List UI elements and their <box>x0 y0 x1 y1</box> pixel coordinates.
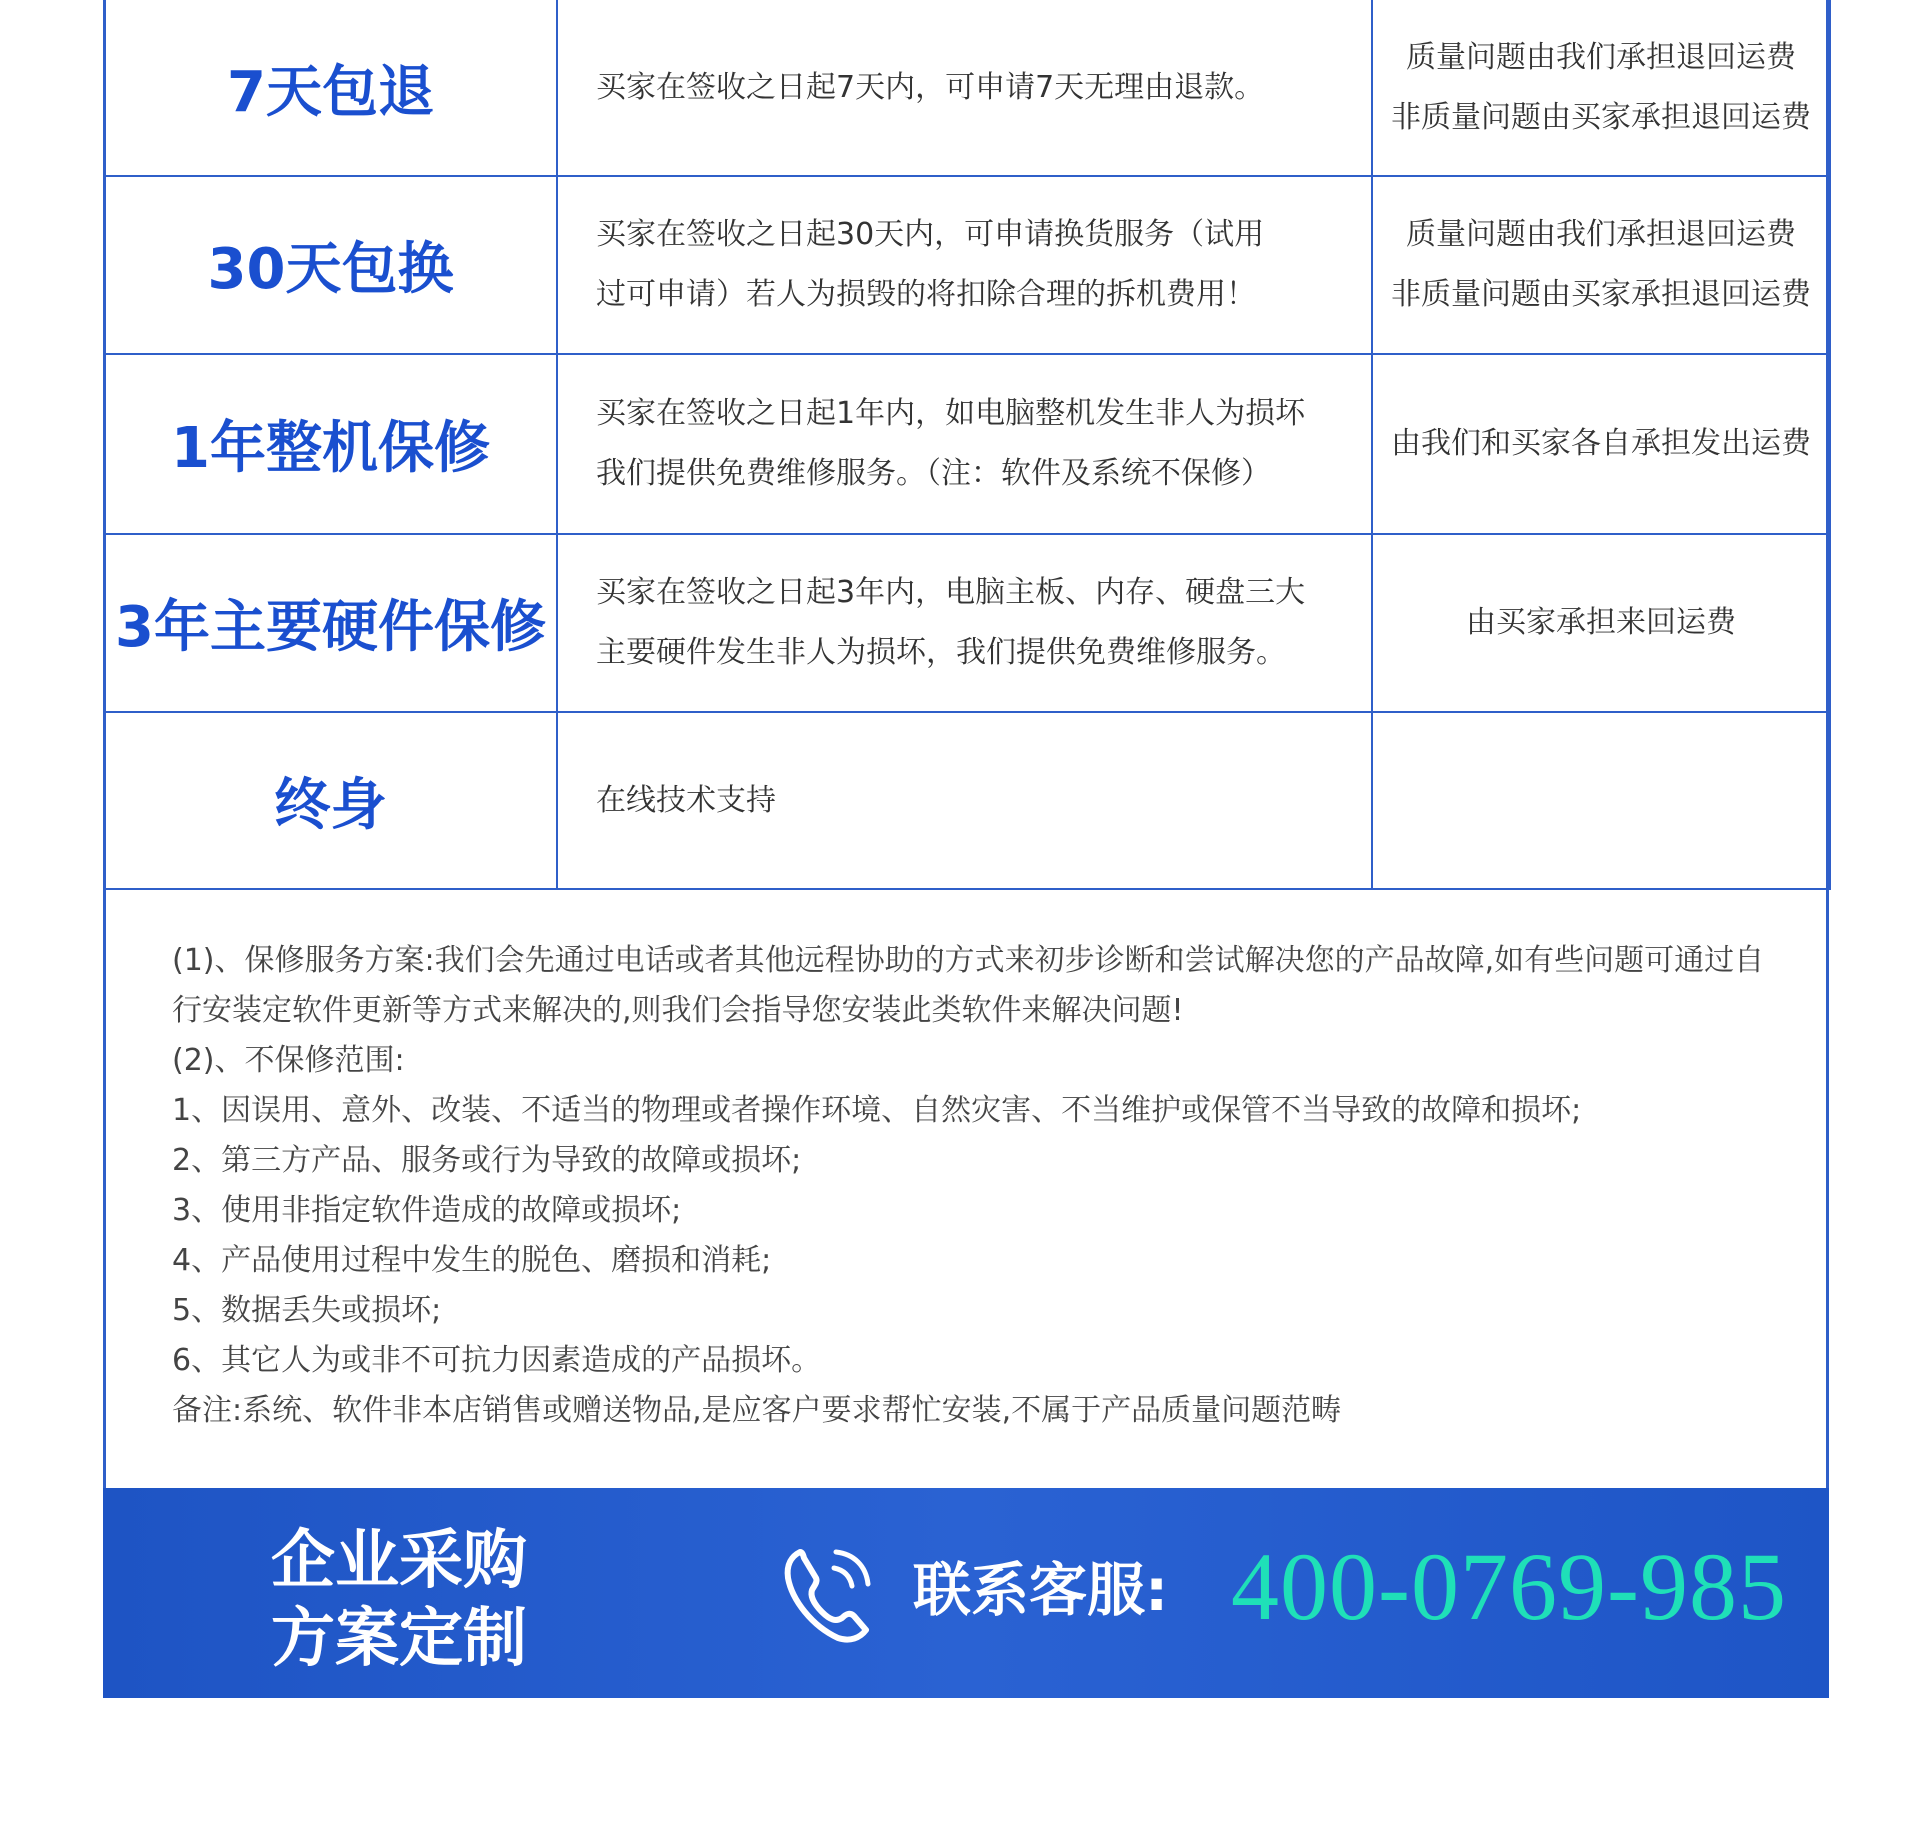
warranty-term: 1年整机保修 <box>104 354 557 534</box>
description-line: 买家在签收之日起7天内，可申请7天无理由退款。 <box>596 69 1265 105</box>
shipping-policy <box>1372 354 1830 534</box>
description-line: 我们提供免费维修服务。（注：软件及系统不保修） <box>596 456 1271 491</box>
exclusion-item-6: 6、其它人为或非不可抗力因素造成的产品损坏。 <box>172 1343 822 1378</box>
shipping-policy <box>1372 534 1830 712</box>
shipping-line: 非质量问题由买家承担退回运费 <box>1391 99 1811 135</box>
shipping-policy <box>1372 176 1830 354</box>
table-row <box>104 0 1830 176</box>
phone-icon <box>778 1538 878 1648</box>
shipping-policy <box>1372 0 1830 176</box>
description-line: 买家在签收之日起3年内，电脑主板、内存、硬盘三大 <box>596 575 1306 610</box>
warranty-notes <box>172 936 1792 1436</box>
shipping-line: 由我们和买家各自承担发出运费 <box>1391 426 1811 461</box>
shipping-line: 非质量问题由买家承担退回运费 <box>1391 277 1811 312</box>
warranty-term: 30天包换 <box>104 176 557 354</box>
exclusion-item-2: 2、第三方产品、服务或行为导致的故障或损坏; <box>172 1143 802 1178</box>
description-line: 主要硬件发生非人为损坏，我们提供免费维修服务。 <box>596 635 1286 670</box>
slogan-line-1: 企业采购 <box>271 1524 527 1598</box>
slogan-line-2: 方案定制 <box>271 1602 527 1676</box>
shipping-line: 质量问题由我们承担退回运费 <box>1406 39 1796 75</box>
warranty-term: 7天包退 <box>104 0 557 176</box>
table-row <box>104 712 1830 889</box>
exclusion-item-3: 3、使用非指定软件造成的故障或损坏; <box>172 1193 682 1228</box>
table-row <box>104 354 1830 534</box>
warranty-description <box>557 534 1372 712</box>
contact-label: 联系客服: <box>913 1556 1169 1624</box>
warranty-table <box>103 0 1831 890</box>
table-row <box>104 176 1830 354</box>
phone-number[interactable]: 400-0769-985 <box>1231 1533 1787 1640</box>
warranty-description <box>557 0 1372 176</box>
shipping-policy <box>1372 712 1830 889</box>
warranty-description <box>557 712 1372 889</box>
remark-text: 备注:系统、软件非本店销售或赠送物品,是应客户要求帮忙安装,不属于产品质量问题范畴 <box>172 1393 1342 1428</box>
warranty-term: 3年主要硬件保修 <box>104 534 557 712</box>
description-line: 在线技术支持 <box>596 782 776 818</box>
warranty-term: 终身 <box>104 712 557 889</box>
shipping-line: 质量问题由我们承担退回运费 <box>1406 217 1796 252</box>
description-line: 买家在签收之日起30天内，可申请换货服务（试用 <box>596 217 1265 252</box>
contact-banner <box>103 1488 1829 1698</box>
exclusion-item-1: 1、因误用、意外、改装、不适当的物理或者操作环境、自然灾害、不当维护或保管不当导致的故障和损坏; <box>172 1093 1582 1128</box>
exclusion-title: (2)、不保修范围: <box>172 1043 405 1078</box>
description-line: 买家在签收之日起1年内，如电脑整机发生非人为损坏 <box>596 396 1306 431</box>
enterprise-slogan <box>271 1522 527 1678</box>
warranty-description <box>557 176 1372 354</box>
shipping-line: 由买家承担来回运费 <box>1466 605 1736 640</box>
exclusion-item-5: 5、数据丢失或损坏; <box>172 1293 442 1328</box>
description-line: 过可申请）若人为损毁的将扣除合理的拆机费用！ <box>596 277 1256 312</box>
service-plan-text: (1)、保修服务方案:我们会先通过电话或者其他远程协助的方式来初步诊断和尝试解决您的产品故障,如有些问题可通过自行安装定软件更新等方式来解决的,则我们会指导您安装此类软件来解决问题! <box>172 943 1765 1028</box>
exclusion-item-4: 4、产品使用过程中发生的脱色、磨损和消耗; <box>172 1243 772 1278</box>
table-row <box>104 534 1830 712</box>
warranty-description <box>557 354 1372 534</box>
